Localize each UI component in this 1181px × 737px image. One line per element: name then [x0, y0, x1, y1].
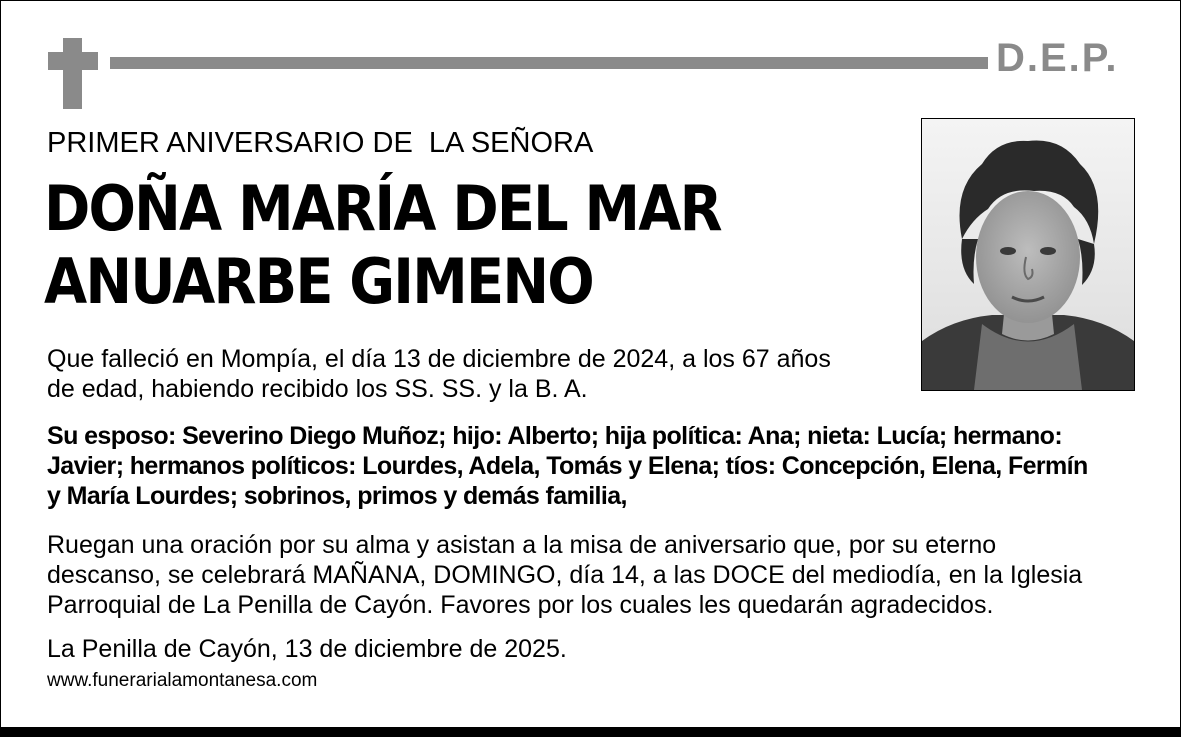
notice-subtitle: PRIMER ANIVERSARIO DE LA SEÑORA	[47, 127, 594, 159]
dep-badge: D.E.P.	[996, 36, 1119, 80]
text-line: Que falleció en Mompía, el día 13 de diciembre de 2024, a los 67 años	[47, 345, 831, 373]
text-line: Ruegan una oración por su alma y asistan a la misa de aniversario que, por su eterno	[47, 531, 997, 559]
bottom-border	[0, 727, 1181, 737]
text-line: Parroquial de La Penilla de Cayón. Favores por los cuales les quedarán agradecidos.	[47, 591, 994, 619]
text-line: de edad, habiendo recibido los SS. SS. y la B. A.	[47, 375, 588, 403]
cross-icon-crossbar	[48, 52, 98, 70]
text-line: descanso, se celebrará MAÑANA, DOMINGO, día 14, a las DOCE del mediodía, en la Iglesia	[47, 561, 1083, 589]
portrait-illustration	[922, 119, 1134, 390]
place-date: La Penilla de Cayón, 13 de diciembre de 2025.	[47, 635, 567, 663]
mass-announcement	[47, 530, 1137, 620]
portrait-photo	[921, 118, 1135, 391]
text-line: Javier; hermanos políticos: Lourdes, Adela, Tomás y Elena; tíos: Concepción, Elena, Fermín	[47, 452, 1088, 480]
text-line: Su esposo: Severino Diego Muñoz; hijo: Alberto; hija política: Ana; nieta: Lucía; hermano:	[47, 422, 1063, 450]
family-list	[47, 421, 1137, 511]
header-rule	[110, 57, 988, 69]
text-line: y María Lourdes; sobrinos, primos y demás familia,	[47, 482, 627, 510]
cross-icon	[63, 38, 82, 109]
name-line: ANUARBE GIMENO	[44, 245, 593, 318]
deceased-name	[44, 172, 721, 318]
website-url: www.funerarialamontanesa.com	[47, 670, 318, 691]
death-details	[47, 344, 907, 404]
name-line: DOÑA MARÍA DEL MAR	[44, 172, 721, 245]
